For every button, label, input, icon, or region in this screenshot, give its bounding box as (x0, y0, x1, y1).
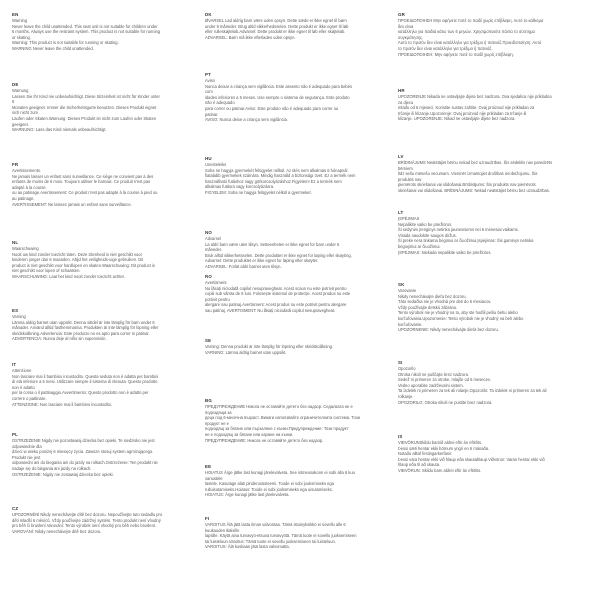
warning-line: korčuľovania.Upozornenie: Tento výrobok nie je vhodný na beh alebo (398, 316, 524, 322)
language-block-fr (12, 162, 192, 207)
warning-line: Lassen Sie Ihr Kind nie unbeaufsichtigt. Diese Sitzeinheit ist nicht für Kinder unter (12, 93, 160, 99)
warning-line: lapsille. Käytä aina turvavyö-etsuva turvavyötä. Tämä tuote ei sovellu juoksemiseen (205, 533, 357, 539)
warning-line: UPOZORENJE Nikada ne ostavljajte dijete bez nadzora. Ova sjedalica nije prikladna (398, 94, 552, 100)
warning-line: za djecu (398, 99, 414, 105)
warning-line: Αυτό το προϊόν δεν είναι κατάλληλο για τρέξιμο ή πατινάζ.Προειδοποίηση: Αυτό (398, 40, 542, 46)
language-block-no (205, 230, 385, 270)
language-block-pt (205, 72, 385, 123)
warning-line: under 6 måneder. Brug altid sikkerhedsselen. Dette produkt er ikke egnet til løb (205, 23, 349, 29)
warning-line: Nunca deixar a criança sem vigilância. Este assento não é adequado para bebés (205, 83, 353, 89)
warning-line: VIÐVÖRUN: Skildu barn aldrei eftir án eftirlits. (398, 468, 482, 474)
warning-line: rulluisutamiseks.Hoiatus: Toode ei sobi jooksmiseks ega uisutamiseks. (205, 486, 333, 492)
warning-line: BRĪDINĀJUMS Neatstājiet bērnu nekad bez uzraudzības. Šis sēdeklis nav paredzēts (398, 160, 553, 166)
warning-line: děti mladší 6 měsíců. Vždy používejte zádržný systém. Tento produkt není vhodný (12, 517, 161, 523)
language-block-gr (398, 12, 588, 57)
warning-line: не е подходящ за бягане или каране на кънки. (205, 432, 294, 438)
language-block-dk (205, 12, 385, 40)
language-code: NL (12, 240, 19, 245)
warning-line: copiii sub vârsta de 6 luni. Folosește sistemul de protecție. Acest produs nu este (205, 291, 351, 297)
warning-line: odpowiedni ani do biegania ani do jazdy na rolkach.Ostrzeżenie: Ten produkt nie (12, 460, 158, 466)
warning-line: HOIATUS Ärge jätke last kunagi järelevalveta. See istmeosakonn ei sobi alla 6 kuu (205, 470, 355, 476)
warning-line: ou au patinage.Avertissement: Ce produit n'est pas adapté à la course à pied ou (12, 190, 158, 196)
language-code: DE (12, 82, 19, 87)
language-code: BG (205, 398, 212, 403)
warning-line: Attenzione (12, 368, 32, 374)
warning-text (398, 366, 588, 405)
warning-line: VARNING: Lämna aldrig barnet utan uppsikt. (205, 349, 287, 355)
warning-line: használható futáshoz vagy görkorcsolyázáshoz.Figyelem! Ez a termék nem (205, 178, 342, 184)
language-code: SI (398, 360, 403, 365)
warning-line: ĮSPĖJIMAS: Niekada nepalikite vaiko be priežiūros. (398, 249, 492, 255)
language-code: CZ (12, 506, 19, 511)
warning-line: Lämna aldrig barnet utan uppsikt. Denna sittdel är inte lämplig för barn under 6 (12, 319, 155, 325)
warning-line: ADVARSEL: Børn må ikke efterlades uden opsyn. (205, 34, 296, 40)
warning-line: correre o pattinare. (12, 396, 47, 402)
warning-line: klizanje. UPOZORENJE: Nikad ne ostavljajte dijete bez nadzora. (398, 116, 516, 122)
warning-line: lastele. Kasutage alati pinderusüsteemi. Toode ei sobi jooksmiseks ega (205, 481, 334, 487)
warning-line: ПРЕДУПРЕЖДЕНИЕ Никога не оставяйте детето без надзор. Седалката не е (205, 404, 353, 410)
warning-line: FIGYELEM: Soha ne hagyja felügyelet nélkül a gyermeket. (205, 190, 312, 196)
warning-line: κατάλληλο για παιδιά κάτω των 6 μηνών. Χρησιμοποιείτε πάντα το σύστημα (398, 29, 535, 35)
warning-line: não é adequado (205, 100, 235, 106)
warning-line: ΠΡΟΕΙΔΟΠΟΙΗΣΗ: Μην αφήνετε ποτέ το παιδί χωρίς επίβλεψη. (398, 51, 514, 57)
warning-line: Warnung (12, 88, 29, 94)
warning-line: Nikdy nenechávajte dieťa bez dozoru. (398, 293, 467, 299)
language-code: IT (12, 362, 17, 367)
warning-line: patinar. (205, 111, 219, 117)
warning-line: VAROITUS Älä jätä lasta ilman valvontaa. Tämä istuinyksikkö ei sovellu alle 6 (205, 522, 346, 528)
warning-line: 6 months. Always use the restraint system. This product is not suitable for running (12, 29, 161, 35)
warning-line: AVISO: Nunca deixe a criança sem vigilância. (205, 117, 288, 123)
warning-line: Bruk alltid sikkerhetsselen. Dette produktet er ikke egnet for løping eller skøyting. (205, 252, 352, 258)
language-block-se (205, 338, 385, 355)
warning-line: Advarsel: Dette produktet er ikke egnet for løping eller skøyter. (205, 258, 319, 264)
warning-line: Ta izdelek ni primeren za tek ali rolanje.Opozorilo: Ta izdelek ni primeren za tek ali (398, 388, 547, 394)
warning-line: per la corsa o il pattinaggio.Avvertimento: Questo prodotto non è adatto per (12, 390, 149, 396)
warning-line: alkalmas futásra vagy korcsolyázásra. (205, 184, 275, 190)
warning-line: skridskoåkning.Advertencia: Este producto no es apto para correr ni patinar. (12, 330, 150, 336)
warning-line: hlaup eða til að skauta. (398, 462, 441, 468)
warning-line: Non lasciare mai il bambino incustodito. Questa seduta non è adatta per bambini (12, 373, 159, 379)
language-code: IS (398, 434, 403, 439)
warning-line: OSTRZEŻENIE Nigdy nie pozostawiaj dziecka bez opieki. Te siedzisko nie jest (12, 438, 155, 444)
warning-line: non è adatto (12, 384, 35, 390)
warning-line: rolkanje. (398, 394, 414, 400)
warning-line: bėgiojimui ar čiuožimui. (398, 244, 441, 250)
language-code: LV (398, 154, 404, 159)
warning-line: VIÐVÖRUNSkildu barnið aldrei eftir án eftirlits. (398, 440, 483, 446)
warning-text (205, 18, 385, 40)
warning-line: συγκράτησης. (398, 34, 424, 40)
warning-text (398, 440, 588, 474)
warning-line: OSTRZEŻENIE: Nigdy nie zostawiaj dziecka bez opieki. (12, 471, 114, 477)
language-code: ES (12, 308, 19, 313)
warning-line: Tento výrobok nie je vhodný na to, aby ste hoďili pešiu behu alebo (398, 310, 518, 316)
warning-line: Avertissements. (12, 168, 42, 174)
warning-line: La aldri barn være uten tilsyn. Setteenheten er ikke egnet for barn under 6 (205, 241, 340, 247)
warning-line: dzieci w wieku poniżej 6 miesięcy życia. Zawsze stosuj system agrnizującego. (12, 449, 154, 455)
warning-line: Warning (12, 18, 28, 24)
language-block-de (12, 82, 192, 133)
warning-line: ĮSPĖJIMAS (398, 216, 420, 222)
language-block-sk (398, 282, 588, 333)
warning-line: ADVARSEL: Forlat aldri barnet uten tilsyn. (205, 264, 282, 270)
warning-line: enfants de moins de 6 mois. Toujours utiliser le harnais. Ce produit n'est pas (12, 179, 151, 185)
warning-text (398, 216, 588, 255)
warning-line: Warning: This product is not suitable for running or skating. (12, 40, 119, 46)
warning-line: kinderen jonger dan 6 maanden. Altijd het veiligheids-uige gebruiken. Dit (12, 257, 144, 263)
warning-line: mlađu od 6 mjeseci. Koristite sustav zaštite. Ovaj proizvod nije prikladan za (398, 105, 535, 111)
warning-line: UPOZORNENIE: Nikdy nenechávajte dieťa bez dozoru. (398, 327, 499, 333)
warning-text (12, 18, 192, 52)
language-block-pl (12, 432, 192, 477)
warning-text (398, 160, 588, 194)
warning-line: 6 (12, 99, 15, 105)
warning-line: Nepalikite vaiko be priežiūros. (398, 221, 453, 227)
warning-line: adapté à la course (12, 184, 46, 190)
warning-line: Vždy používajte detskú zábranu. (398, 304, 458, 310)
language-block-si (398, 360, 588, 405)
warning-line: ПРЕДУПРЕЖДЕНИЕ: Никога не оставяйте детето без надзор. (205, 437, 324, 443)
warning-line: sich nicht zum (12, 110, 38, 116)
warning-line: WARNUNG: Lass das Kind niemals unbeaufsichtigt. (12, 127, 107, 133)
warning-text (205, 78, 385, 123)
warning-line: korčuľovanie. (398, 321, 423, 327)
warning-line: ADVERTENCIA: Nunca deje al niño sin supervisión. (12, 336, 107, 342)
warning-line: Produkt nie jest (12, 454, 41, 460)
warning-line: VAROVÁNÍ: Nikdy nenechávejte dítě bez dozoru. (12, 528, 102, 534)
language-code: DK (205, 12, 212, 17)
warning-line: деца под 6-месечна възраст. Винаги използвайте ограничителната система. Този (205, 415, 360, 421)
warning-line: Varning (12, 314, 26, 320)
warning-line: подходящ за бягане или пързаляне с кънки.Предупреждение: Този продукт (205, 426, 349, 432)
warning-text (12, 438, 192, 477)
warning-line: το προϊόν δεν είναι κατάλληλο για τρέξιμο ή πατινάζ. (398, 46, 493, 52)
warning-line: vanustele (205, 475, 223, 481)
warning-line: Otroka nikoli ne puščajte brez nadzora. (398, 371, 469, 377)
warning-line: månader. Använd alltid fasthemmanna. Produkten är inte lämplig för löpning eller (12, 325, 159, 331)
language-code: NO (205, 230, 212, 235)
warning-line: ØVARSEL Lad aldrig barn være uden opsyn. Dette sæde er ikke egnet til børn (205, 18, 347, 24)
warning-line: Avertisment (205, 280, 227, 286)
warning-line: Varning: Denna produkt är inte lämplig för löpning eller skridskoåkning. (205, 344, 334, 350)
warning-line: Soha ne hagyja gyermekét felügyelet nélkül. Az ülés nem alkalmas 6 hónapnál (205, 167, 348, 173)
warning-line: Visada naudokite saugos diržus. (398, 232, 457, 238)
language-code: GR (398, 12, 405, 17)
warning-text (12, 314, 192, 342)
warning-line: HOIATUS: Ärge kunagi jätke last järelevalveta. (205, 492, 290, 498)
language-block-is (398, 434, 588, 474)
warning-line: Nu lăsați niciodată copilul nesupravegheat. Acest scaun nu este potrivit pentru (205, 285, 347, 291)
warning-line: Monaten geeignet. Immer die Sicherheitsgurte benutzen. Dieses Produkt eignet (12, 104, 157, 110)
warning-line: odpowiednie dla (12, 443, 42, 449)
warning-line: Þessi vara hentar ekki við hlaup eða skautahlaup.Viðvörun: Varan hentar ekki við (398, 456, 545, 462)
warning-line: Nooit uw kind zonder toezicht laten. Deze zitenheid is niet geschikt voor (12, 251, 142, 257)
language-code: HR (398, 88, 405, 93)
warning-line: Unesteleiks (205, 162, 227, 168)
warning-line: sau patinaj. AVERTISMENT: Nu lăsați niciodată copilul nesupravegheat. (205, 308, 336, 314)
warning-line: VAROITUS: Älä koskaan jätä lasta valvomatta. (205, 544, 290, 550)
language-code: EE (205, 464, 212, 469)
language-block-es (12, 308, 192, 342)
warning-line: līdz sešu mēnešu vecumam. Vienmēr izmantojiet drošības ierobežojumu. Šis (398, 171, 538, 177)
warning-line: Advarsel (205, 236, 221, 242)
warning-text (205, 280, 385, 314)
warning-line: Ši prekė nėra tinkama bėgimui ar čiuožimui.Įspėjimas: Šis gaminys netinka (398, 238, 534, 244)
warning-text (398, 288, 588, 333)
language-block-it (12, 362, 192, 407)
warning-text (398, 18, 588, 57)
warning-text (205, 344, 385, 355)
warning-line: para correr ou patinar.Aviso: Este produto não é adequado para correr ou (205, 106, 339, 112)
language-block-ro (205, 274, 385, 314)
language-block-fi (205, 516, 385, 550)
warning-text (12, 246, 192, 280)
language-block-hr (398, 88, 588, 122)
warning-line: pro běh či bruslení.Varování: Tento výrobek není vhodný pro běh nebo bruslení. (12, 523, 157, 529)
language-block-lv (398, 154, 588, 194)
language-code: EN (12, 12, 19, 17)
warning-line: au patinage. (12, 196, 35, 202)
warning-line: Varovanie (398, 288, 417, 294)
language-code: SE (205, 338, 212, 343)
warning-line: Táto sedačka nie je vhodná pre deti do 6 mesiacov. (398, 299, 492, 305)
warning-line: WARNING Never leave the child unattended. (12, 46, 94, 52)
language-block-bg (205, 398, 385, 443)
warning-line: WAARSCHUWING: Laat het kind nooit zonder toezicht achter. (12, 274, 125, 280)
language-block-en (12, 12, 192, 52)
warning-line: δεν είναι (398, 23, 414, 29)
warning-text (398, 94, 588, 122)
warning-line: trčanje ili klizanje.Upozorenje: Ovaj proizvod nije prikladan za trčanje ili (398, 110, 527, 116)
language-block-ee (205, 464, 385, 498)
warning-line: eller rulleskøjteløb.Advarsel: Dette produkt er ikke egnet til løb eller skøjteløb. (205, 29, 346, 35)
warning-line: Opozorilo (398, 366, 416, 372)
warning-line: nadaje się do biegania ani jazdy na rolkach. (12, 466, 92, 472)
warning-line: niet geschikt voor lopen of schaatsen. (12, 268, 81, 274)
language-code: PT (205, 72, 212, 77)
warning-line: bērniem (398, 165, 413, 171)
warning-text (205, 522, 385, 550)
warning-line: com (205, 89, 213, 95)
warning-line: Waarschuwing (12, 246, 39, 252)
warning-text (205, 236, 385, 270)
warning-line: ΠΡΟΕΙΔΟΠΟΙΗΣΗ Μην αφήνετε ποτέ το παιδί χωρίς επίβλεψη. Αυτό το κάθισμα (398, 18, 544, 24)
warning-line: alergare sau patinaj.Avertisment: Acest produs nu este potrivit pentru alergare (205, 302, 347, 308)
warning-text (205, 470, 385, 498)
language-block-hu (205, 156, 385, 196)
language-code: FR (12, 162, 19, 167)
warning-line: Aviso (205, 78, 215, 84)
warning-line: product is niet geschikt voor hardlopen en skaten.Waarschuwing: Dit product is (12, 262, 155, 268)
warning-line: Sedež ni primeren za otroke, mlajše od 6 mesecev. (398, 377, 491, 383)
warning-text (12, 88, 192, 133)
warning-line: OPOZORILO: Otroka nikoli ne pustite brez nadzora. (398, 399, 493, 405)
language-code: FI (205, 516, 210, 521)
warning-line: Vedno uporabite zadrževalni sistem. (398, 382, 464, 388)
warning-line: подходяща за (205, 409, 232, 415)
warning-line: tai luisteluun.Varoitus: Tämä tuote ei sovellu juoksemiseen tai luisteluun. (205, 538, 336, 544)
warning-line: fiatalabb gyermekek számára. Mindig használd a biztonsági övet. Ez a termék nem (205, 173, 356, 179)
warning-text (12, 168, 192, 207)
language-code: PL (12, 432, 19, 437)
warning-line: idades inferiores a 6 meses. Use sempre o sistema de segurança. Este produto (205, 94, 350, 100)
language-block-lt (398, 210, 588, 255)
warning-text (205, 162, 385, 196)
warning-line: produkts nav (398, 176, 422, 182)
warning-line: Never leave the child unattended. This seat unit is not suitable for children under (12, 23, 158, 29)
warning-line: geeignet. (12, 121, 29, 127)
warning-line: UPOZORNĚNÍ Nikdy nenechávejte dítě bez dozoru. Nepoužívejte tuto sedadlu pro (12, 512, 163, 518)
warning-line: Ne jamais laisser un enfant sans surveillance. Ce siège ne convient pas à des (12, 173, 154, 179)
warning-line: kuukauden ikäisille (205, 527, 240, 533)
warning-line: продукт не е (205, 420, 229, 426)
warning-line: skriešanai vai slidošanai. BRĪDINĀJUMS: Nekad neatstājiet bērnu bez uzraudzības. (398, 188, 550, 194)
language-code: HU (205, 156, 212, 161)
warning-text (12, 512, 192, 534)
language-code: RO (205, 274, 212, 279)
language-code: SK (398, 282, 405, 287)
warning-line: or skating. (12, 34, 31, 40)
language-block-nl (12, 240, 192, 280)
warning-line: di età inferiore a 6 mesi. Utilizzare sempre il sistema di ritenuta. Questo prodotto (12, 379, 158, 385)
warning-line: AVERTISSEMENT: Ne laissez jamais un enfant sans surveillance. (12, 201, 132, 207)
warning-line: Notaðu alltaf festingarkerfanir. (398, 451, 453, 457)
warning-line: Ši sėdynės įrenginys netinka jaunesniems nei 6 mėnesiai vaikams. (398, 227, 519, 233)
warning-line: piemērots skriešanai vai slidošanai.Brīdinājums: Šis produkts nav piemērots (398, 182, 536, 188)
warning-text (205, 404, 385, 443)
warning-line: måneder. (205, 247, 223, 253)
warning-line: potrivit pentru (205, 296, 230, 302)
warning-line: ATTENZIONE: Non lasciare mai il bambino incustodito. (12, 401, 113, 407)
language-block-cz (12, 506, 192, 534)
warning-line: Þessi sæti hentar ekki börnum yngri en 6 mánaða. (398, 445, 490, 451)
warning-line: Laufen oder Skaten.Warnung: Dieses Produkt ist nicht zum Laufen oder Skaten (12, 116, 157, 122)
warning-text (12, 368, 192, 407)
language-code: LT (398, 210, 404, 215)
